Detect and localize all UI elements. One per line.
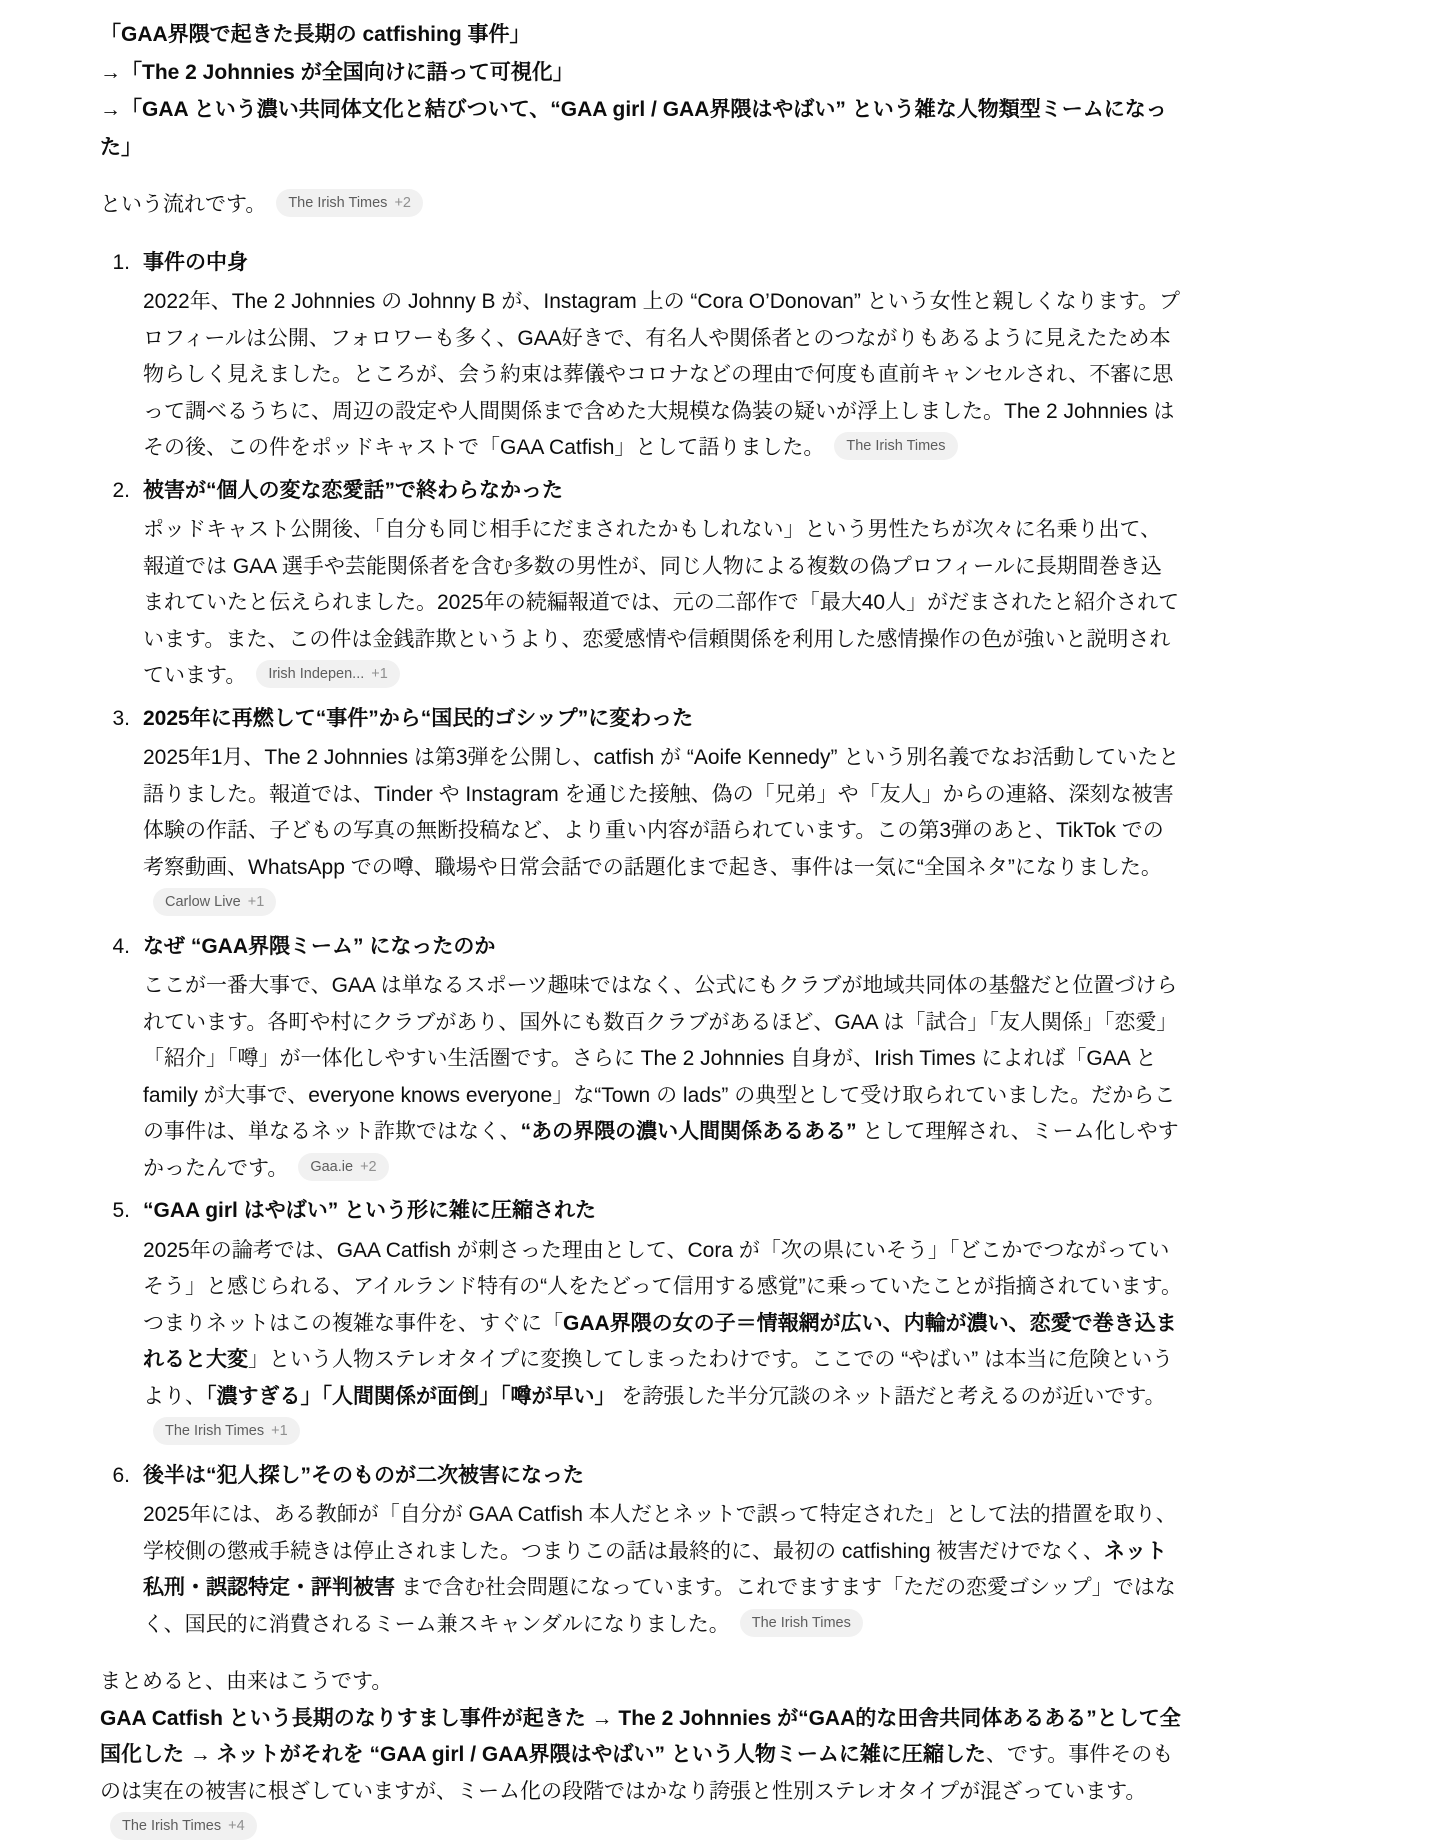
citation-count: +2 — [360, 1158, 377, 1175]
list-item-number: 3. — [112, 706, 130, 730]
list-item-2 — [100, 473, 1182, 695]
list-item-heading: “GAA girl はやばい” という形に雑に圧縮された — [143, 1199, 597, 1222]
citation-source: The Irish Times — [751, 1614, 851, 1631]
citation-source: The Irish Times — [165, 1423, 265, 1440]
citation-pill[interactable] — [834, 432, 957, 460]
list-item-text: 2025年1月、The 2 Johnnies は第3弾を公開し、catfish が “Aoife Kennedy” という別名義でなお活動していたと語りました。報道では、Tinder や Instagram を通じた接触、偽の「兄弟」や「友人」からの連絡、深刻な被害体験の作話、子どもの写真の無断投稿など、より重い内容が語られています。この第3弾のあと、TikTok での考察動画、WhatsApp での噂、職場や日常会話での話題化まで起き、事件は一気に“全国ネタ”になりました。 — [143, 746, 1180, 879]
list-item-body — [143, 740, 1182, 923]
list-item-body — [143, 1233, 1182, 1452]
summary-text: GAA Catfish という長期のなりすまし事件が起きた → The 2 Johnnies が“GAA的な田舎共同体あるある”として全国化した → ネットがそれを “GAA girl / GAA界隈はやばい” という人物ミームに雑に圧縮した、です。事件そのものは実在の被害に根ざしていますが、ミーム化の段階ではかなり誇張と性別ステレオタイプが混ざっています。 — [100, 1706, 1181, 1803]
list-item-number: 1. — [112, 250, 130, 274]
citation-source: Gaa.ie — [310, 1158, 354, 1175]
list-item-4 — [100, 929, 1182, 1188]
list-item-body — [143, 968, 1182, 1187]
list-item-6 — [100, 1458, 1182, 1644]
list-item-3 — [100, 701, 1182, 923]
citation-pill[interactable] — [153, 1417, 300, 1445]
list-item-body — [143, 1497, 1182, 1643]
citation-source: The Irish Times — [846, 438, 946, 455]
citation-count: +1 — [247, 894, 265, 911]
intro-quote-line-1: 「GAA界隈で起きた長期の catfishing 事件」 — [100, 23, 531, 46]
list-item-heading: 2025年に再燃して“事件”から“国民的ゴシップ”に変わった — [143, 706, 694, 730]
list-item-body — [143, 512, 1182, 695]
list-item-heading: 被害が“個人の変な恋愛話”で終わらなかった — [143, 478, 563, 502]
flow-text: という流れです。 — [100, 193, 267, 216]
citation-source: Carlow Live — [165, 894, 241, 911]
flow-paragraph — [100, 187, 1182, 224]
citation-source: The Irish Times — [288, 195, 388, 212]
citation-pill[interactable] — [276, 189, 423, 217]
list-item-body — [143, 284, 1182, 467]
ordered-list — [100, 245, 1182, 1644]
list-item-heading: なぜ “GAA界隈ミーム” になったのか — [143, 934, 496, 958]
list-item-text: 2022年、The 2 Johnnies の Johnny B が、Instagram 上の “Cora O’Donovan” という女性と親しくなります。プロフィールは公開、フォロワーも多く、GAA好きで、有名人や関係者とのつながりもあるように見えたため本物らしく見えました。ところが、会う約束は葬儀やコロナなどの理由で何度も直前キャンセルされ、不審に思って調べるうちに、周辺の設定や人間関係まで含めた大規模な偽装の疑いが浮上しました。The 2 Johnnies はその後、この件をポッドキャストで「GAA Catfish」として語りました。 — [143, 290, 1180, 459]
list-item-text: 2025年の論考では、GAA Catfish が刺さった理由として、Cora が「次の県にいそう」「どこかでつながっていそう」と感じられる、アイルランド特有の“人をたどって信用する感覚”に乗っていたことが指摘されています。つまりネットはこの複雑な事件を、すぐに「GAA界隈の女の子＝情報網が広い、内輪が濃い、恋愛で巻き込まれると大変」という人物ステレオタイプに変換してしまったわけです。ここでの “やばい” は本当に危険というより、「濃すぎる」「人間関係が面倒」「噂が早い」 を誇張した半分冗談のネット語だと考えるのが近いです。 — [143, 1238, 1182, 1408]
list-item-text: 2025年には、ある教師が「自分が GAA Catfish 本人だとネットで誤って特定された」として法的措置を取り、学校側の懲戒手続きは停止されました。つまりこの話は最終的に、最初の catfishing 被害だけでなく、ネット私刑・誤認特定・評判被害 まで含む社会問題になっています。これでますます「ただの恋愛ゴシップ」ではなく、国民的に消費されるミーム兼スキャンダルになりました。 — [143, 1503, 1177, 1636]
citation-count: +1 — [271, 1423, 288, 1440]
summary-lead: まとめると、由来はこうです。 — [100, 1670, 393, 1693]
citation-pill[interactable] — [298, 1153, 388, 1181]
list-item-1 — [100, 245, 1182, 467]
assistant-message — [100, 0, 1182, 1847]
citation-pill[interactable] — [740, 1609, 863, 1637]
citation-count: +4 — [228, 1818, 245, 1835]
list-item-text: ここが一番大事で、GAA は単なるスポーツ趣味ではなく、公式にもクラブが地域共同体の基盤だと位置づけられています。各町や村にクラブがあり、国外にも数百クラブがあるほど、GAA は「試合」「友人関係」「恋愛」「紹介」「噂」が一体化しやすい生活圏です。さらに The 2 Johnnies 自身が、Irish Times によれば「GAA と family が大事で、everyone knows everyone」な“Town の lads” の典型として受け取られていました。だからこの事件は、単なるネット詐欺ではなく、“あの界隈の濃い人間関係あるある” として理解され、ミーム化しやすかったんです。 — [143, 974, 1179, 1180]
summary-paragraph — [100, 1664, 1182, 1847]
intro-quote-block — [100, 16, 1182, 166]
citation-source: Irish Indepen... — [268, 666, 365, 683]
citation-count: +1 — [371, 666, 388, 683]
list-item-number: 2. — [112, 478, 130, 502]
list-item-text: ポッドキャスト公開後、「自分も同じ相手にだまされたかもしれない」という男性たちが次々に名乗り出て、報道では GAA 選手や芸能関係者を含む多数の男性が、同じ人物による複数の偽プロフィールに長期間巻き込まれていたと伝えられました。2025年の続編報道では、元の二部作で「最大40人」がだまされたと紹介されています。また、この件は金銭詐欺というより、恋愛感情や信頼関係を利用した感情操作の色が強いと説明されています。 — [143, 518, 1180, 687]
list-item-number: 5. — [112, 1199, 130, 1222]
citation-source: The Irish Times — [122, 1818, 222, 1835]
citation-pill[interactable] — [110, 1812, 257, 1840]
intro-quote-line-2: →「The 2 Johnnies が全国向けに語って可視化」 — [100, 60, 574, 84]
list-item-heading: 事件の中身 — [143, 250, 248, 274]
intro-quote-line-3: →「GAA という濃い共同体文化と結びついて、“GAA girl / GAA界隈はやばい” という雑な人物類型ミームになった」 — [100, 98, 1167, 159]
citation-count: +2 — [394, 195, 411, 212]
list-item-heading: 後半は“犯人探し”そのものが二次被害になった — [143, 1463, 584, 1487]
citation-pill[interactable] — [256, 660, 399, 688]
citation-pill[interactable] — [153, 888, 276, 916]
list-item-5 — [100, 1193, 1182, 1452]
list-item-number: 4. — [112, 934, 130, 958]
list-item-number: 6. — [112, 1463, 130, 1487]
